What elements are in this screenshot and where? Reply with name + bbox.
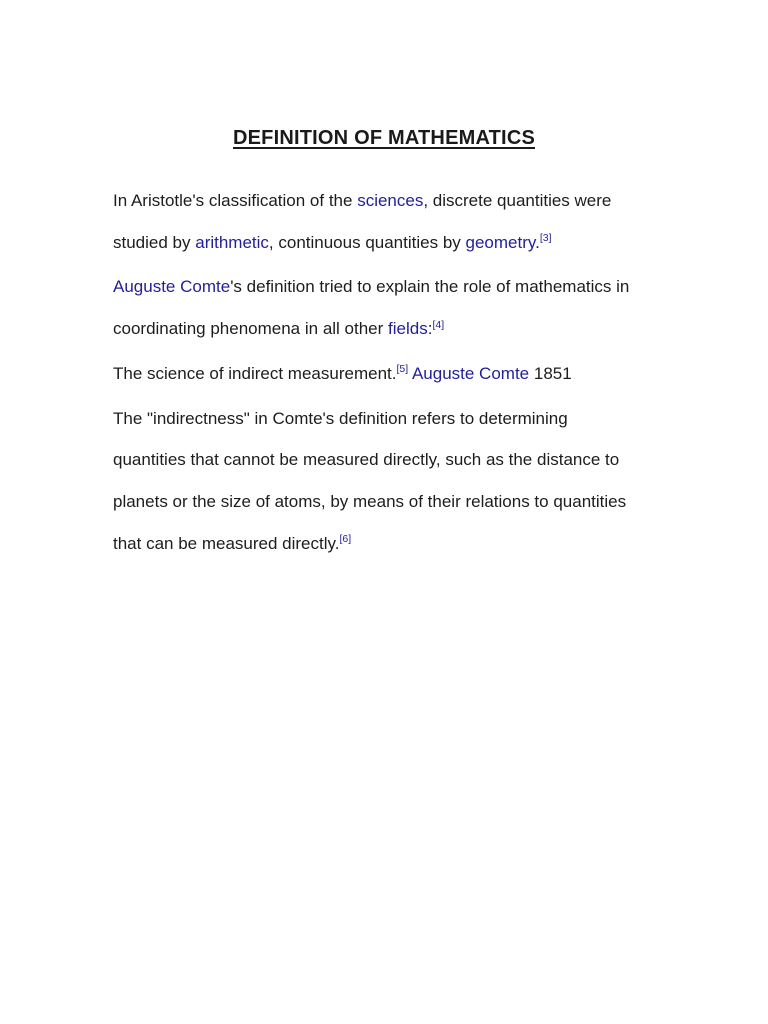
paragraph <box>113 180 661 266</box>
text-run: : <box>427 319 433 339</box>
footnote-ref-5[interactable]: [5] <box>396 363 409 376</box>
text-line <box>113 353 661 398</box>
paragraph <box>113 266 661 352</box>
text-line <box>113 523 661 568</box>
text-run: planets or the size of atoms, by means of their relations to quantities <box>113 491 627 511</box>
text-run: quantities that cannot be measured directly, such as the distance to <box>113 450 620 470</box>
text-line <box>113 398 661 440</box>
link-arithmetic[interactable]: arithmetic <box>195 232 269 252</box>
paragraph <box>113 353 661 398</box>
text-run: , discrete quantities were <box>423 191 612 210</box>
text-run: The science of indirect measurement. <box>113 363 397 383</box>
footnote-ref-6[interactable]: [6] <box>339 533 352 546</box>
link-fields[interactable]: fields <box>388 319 428 339</box>
text-run: studied by <box>113 232 196 252</box>
document-title: DEFINITION OF MATHEMATICS <box>232 127 535 149</box>
text-run: , continuous quantities by <box>268 232 466 252</box>
text-run: The "indirectness" in Comte's definition refers to determining <box>113 408 568 428</box>
text-line <box>113 481 661 523</box>
link-auguste-comte[interactable]: Auguste Comte <box>113 277 231 297</box>
text-run: 's definition tried to explain the role of mathematics in <box>230 277 630 297</box>
link-sciences[interactable]: sciences <box>357 191 424 210</box>
document-body <box>113 180 661 567</box>
text-run: that can be measured directly. <box>113 533 340 553</box>
paragraph <box>113 398 661 568</box>
text-line <box>113 266 661 308</box>
text-line <box>113 222 661 267</box>
text-line <box>113 439 661 481</box>
text-run: 1851 <box>529 363 572 383</box>
footnote-ref-3[interactable]: [3] <box>539 232 552 245</box>
link-auguste-comte[interactable]: Auguste Comte <box>411 363 530 383</box>
footnote-ref-4[interactable]: [4] <box>432 318 445 331</box>
text-line <box>113 308 661 353</box>
text-run: coordinating phenomena in all other <box>113 319 389 339</box>
text-line <box>113 180 661 222</box>
text-run: In Aristotle's classification of the <box>113 191 358 210</box>
link-geometry[interactable]: geometry <box>465 232 536 252</box>
text-run: . <box>535 232 540 252</box>
